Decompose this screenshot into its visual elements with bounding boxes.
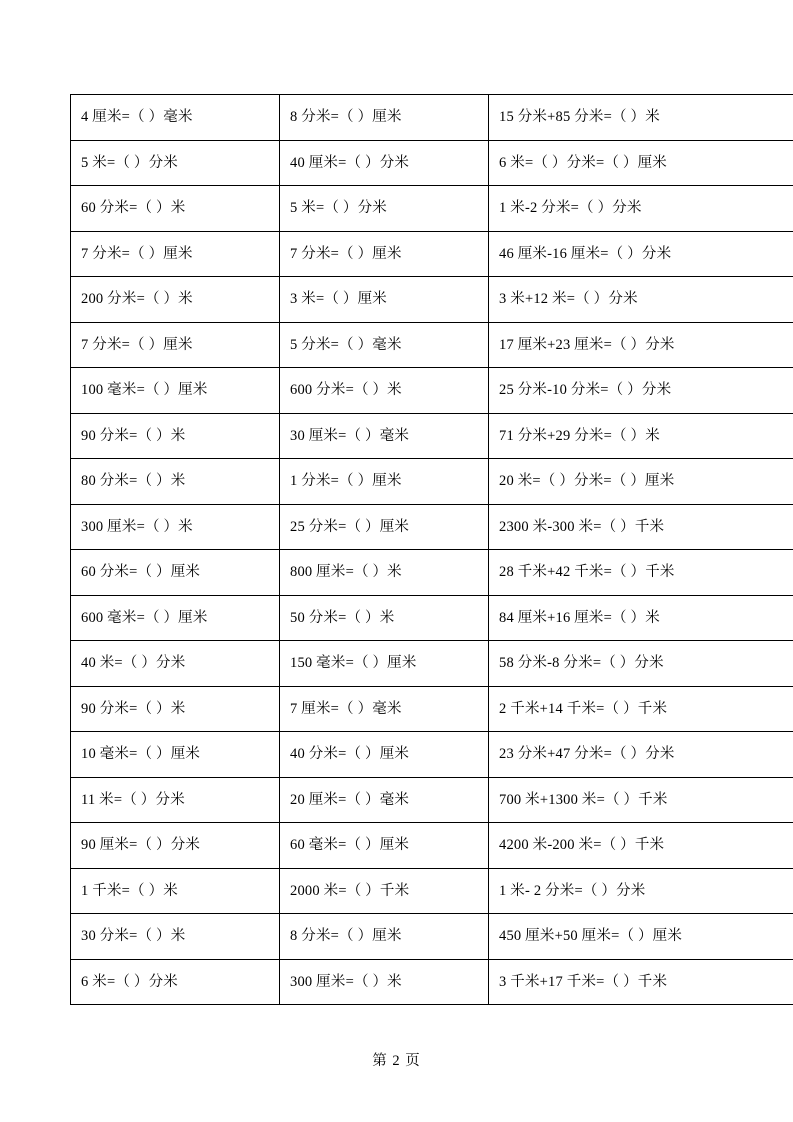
exercise-cell: 2300 米-300 米=（ ）千米 (489, 504, 793, 550)
exercise-cell: 1 分米=（ ）厘米 (280, 459, 489, 505)
exercise-cell: 1 千米=（ ）米 (71, 868, 280, 914)
table-row (71, 277, 793, 323)
exercise-cell: 7 分米=（ ）厘米 (280, 231, 489, 277)
exercise-cell: 150 毫米=（ ）厘米 (280, 641, 489, 687)
table-row (71, 959, 793, 1005)
exercise-cell: 46 厘米-16 厘米=（ ）分米 (489, 231, 793, 277)
exercise-cell: 2000 米=（ ）千米 (280, 868, 489, 914)
exercise-cell: 8 分米=（ ）厘米 (280, 95, 489, 141)
exercise-cell: 6 米=（ ）分米=（ ）厘米 (489, 140, 793, 186)
exercise-cell: 300 厘米=（ ）米 (280, 959, 489, 1005)
exercise-cell: 20 厘米=（ ）毫米 (280, 777, 489, 823)
exercise-cell: 800 厘米=（ ）米 (280, 550, 489, 596)
exercise-cell: 28 千米+42 千米=（ ）千米 (489, 550, 793, 596)
exercise-cell: 3 米+12 米=（ ）分米 (489, 277, 793, 323)
exercise-cell: 300 厘米=（ ）米 (71, 504, 280, 550)
table-row (71, 914, 793, 960)
exercise-cell: 600 分米=（ ）米 (280, 368, 489, 414)
table-row (71, 504, 793, 550)
table-row (71, 777, 793, 823)
exercise-table-body (71, 95, 793, 1005)
exercise-cell: 58 分米-8 分米=（ ）分米 (489, 641, 793, 687)
exercise-cell: 60 分米=（ ）厘米 (71, 550, 280, 596)
exercise-cell: 15 分米+85 分米=（ ）米 (489, 95, 793, 141)
table-row (71, 823, 793, 869)
exercise-cell: 90 分米=（ ）米 (71, 686, 280, 732)
exercise-cell: 60 分米=（ ）米 (71, 186, 280, 232)
exercise-cell: 7 分米=（ ）厘米 (71, 322, 280, 368)
table-row (71, 322, 793, 368)
table-row (71, 641, 793, 687)
exercise-cell: 6 米=（ ）分米 (71, 959, 280, 1005)
exercise-cell: 8 分米=（ ）厘米 (280, 914, 489, 960)
table-row (71, 732, 793, 778)
exercise-cell: 5 米=（ ）分米 (71, 140, 280, 186)
exercise-cell: 100 毫米=（ ）厘米 (71, 368, 280, 414)
exercise-cell: 40 米=（ ）分米 (71, 641, 280, 687)
table-row (71, 686, 793, 732)
exercise-cell: 71 分米+29 分米=（ ）米 (489, 413, 793, 459)
exercise-cell: 25 分米=（ ）厘米 (280, 504, 489, 550)
exercise-cell: 4 厘米=（ ）毫米 (71, 95, 280, 141)
page-footer: 第 2 页 (372, 1053, 421, 1069)
exercise-table (70, 94, 793, 1005)
exercise-cell: 17 厘米+23 厘米=（ ）分米 (489, 322, 793, 368)
table-row (71, 868, 793, 914)
exercise-cell: 1 米- 2 分米=（ ）分米 (489, 868, 793, 914)
exercise-cell: 50 分米=（ ）米 (280, 595, 489, 641)
table-row (71, 368, 793, 414)
table-row (71, 550, 793, 596)
table-row (71, 459, 793, 505)
exercise-cell: 3 千米+17 千米=（ ）千米 (489, 959, 793, 1005)
exercise-cell: 5 米=（ ）分米 (280, 186, 489, 232)
table-row (71, 413, 793, 459)
exercise-cell: 4200 米-200 米=（ ）千米 (489, 823, 793, 869)
exercise-cell: 60 毫米=（ ）厘米 (280, 823, 489, 869)
table-row (71, 231, 793, 277)
exercise-cell: 3 米=（ ）厘米 (280, 277, 489, 323)
exercise-cell: 200 分米=（ ）米 (71, 277, 280, 323)
exercise-cell: 10 毫米=（ ）厘米 (71, 732, 280, 778)
exercise-cell: 25 分米-10 分米=（ ）分米 (489, 368, 793, 414)
table-row (71, 186, 793, 232)
table-row (71, 95, 793, 141)
exercise-cell: 700 米+1300 米=（ ）千米 (489, 777, 793, 823)
exercise-cell: 84 厘米+16 厘米=（ ）米 (489, 595, 793, 641)
exercise-cell: 40 厘米=（ ）分米 (280, 140, 489, 186)
exercise-cell: 7 分米=（ ）厘米 (71, 231, 280, 277)
exercise-cell: 2 千米+14 千米=（ ）千米 (489, 686, 793, 732)
exercise-cell: 600 毫米=（ ）厘米 (71, 595, 280, 641)
exercise-cell: 450 厘米+50 厘米=（ ）厘米 (489, 914, 793, 960)
exercise-cell: 1 米-2 分米=（ ）分米 (489, 186, 793, 232)
exercise-cell: 80 分米=（ ）米 (71, 459, 280, 505)
exercise-cell: 11 米=（ ）分米 (71, 777, 280, 823)
exercise-cell: 20 米=（ ）分米=（ ）厘米 (489, 459, 793, 505)
exercise-cell: 30 厘米=（ ）毫米 (280, 413, 489, 459)
table-row (71, 140, 793, 186)
table-row (71, 595, 793, 641)
exercise-cell: 23 分米+47 分米=（ ）分米 (489, 732, 793, 778)
exercise-cell: 90 厘米=（ ）分米 (71, 823, 280, 869)
exercise-cell: 7 厘米=（ ）毫米 (280, 686, 489, 732)
exercise-cell: 40 分米=（ ）厘米 (280, 732, 489, 778)
exercise-cell: 30 分米=（ ）米 (71, 914, 280, 960)
exercise-cell: 90 分米=（ ）米 (71, 413, 280, 459)
exercise-cell: 5 分米=（ ）毫米 (280, 322, 489, 368)
